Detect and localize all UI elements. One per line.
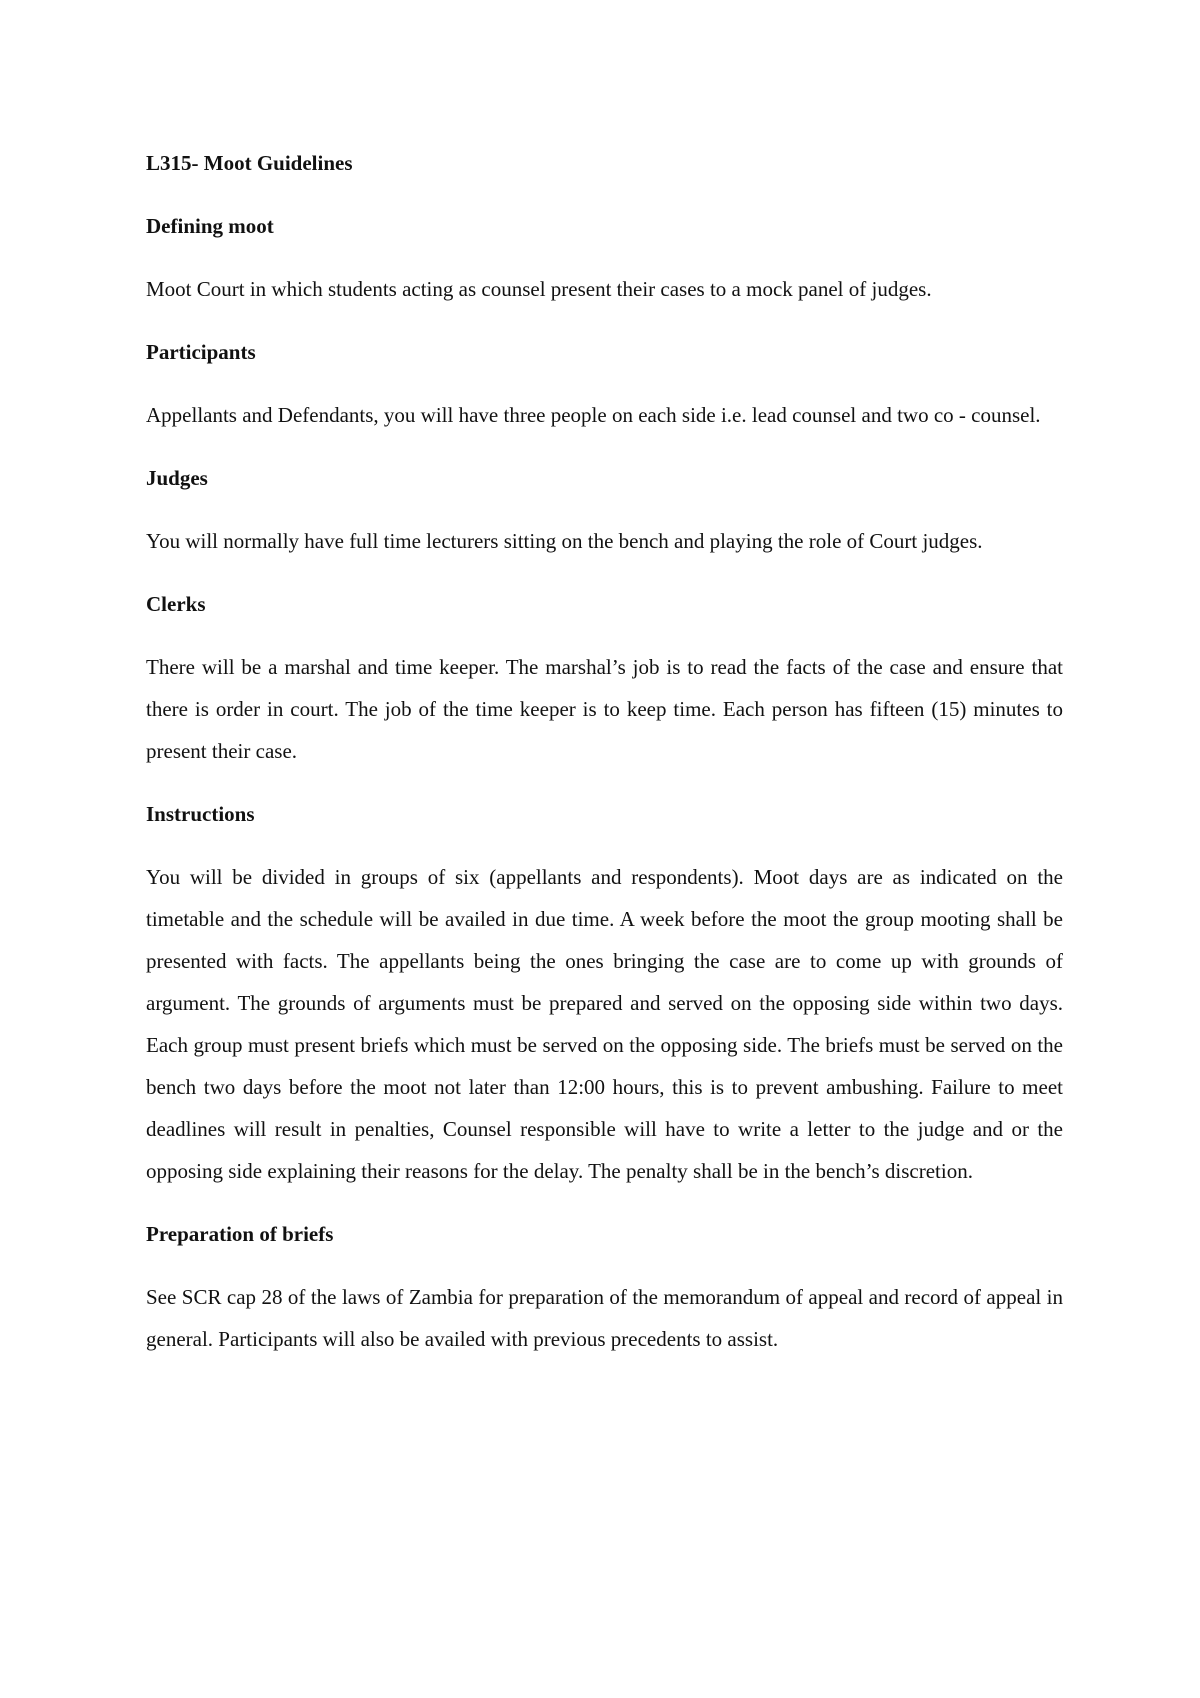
document-page: [146, 142, 1063, 1381]
section-body-clerks: There will be a marshal and time keeper. The marshal’s job is to read the facts of the case and ensure that there is order in court. The job of the time keeper is to keep time. Each person has fifteen (15) minutes to present their case.: [146, 655, 1063, 763]
section-body-instructions: You will be divided in groups of six (appellants and respondents). Moot days are as indicated on the timetable and the schedule will be availed in due time. A week before the moot the group mooting shall be presented with facts. The appellants being the ones bringing the case are to come up with grounds of argument. The grounds of arguments must be prepared and served on the opposing side within two days. Each group must present briefs which must be served on the opposing side. The briefs must be served on the bench two days before the moot not later than 12:00 hours, this is to prevent ambushing. Failure to meet deadlines will result in penalties, Counsel responsible will have to write a letter to the judge and or the opposing side explaining their reasons for the delay. The penalty shall be in the bench’s discretion.: [146, 865, 1063, 1183]
section-heading-defining-moot: Defining moot: [146, 214, 274, 238]
section-body-defining-moot: Moot Court in which students acting as counsel present their cases to a mock panel of judges.: [146, 277, 932, 301]
section-body-judges: You will normally have full time lecturers sitting on the bench and playing the role of Court judges.: [146, 529, 983, 553]
document-title: L315- Moot Guidelines: [146, 151, 353, 175]
section-body-preparation-of-briefs: See SCR cap 28 of the laws of Zambia for preparation of the memorandum of appeal and record of appeal in general. Participants will also be availed with previous precedents to assist.: [146, 1285, 1063, 1351]
section-heading-instructions: Instructions: [146, 802, 255, 826]
section-heading-judges: Judges: [146, 466, 208, 490]
section-body-participants: Appellants and Defendants, you will have three people on each side i.e. lead counsel and two co - counsel.: [146, 403, 1041, 427]
section-heading-participants: Participants: [146, 340, 256, 364]
section-heading-preparation-of-briefs: Preparation of briefs: [146, 1222, 334, 1246]
section-heading-clerks: Clerks: [146, 592, 206, 616]
